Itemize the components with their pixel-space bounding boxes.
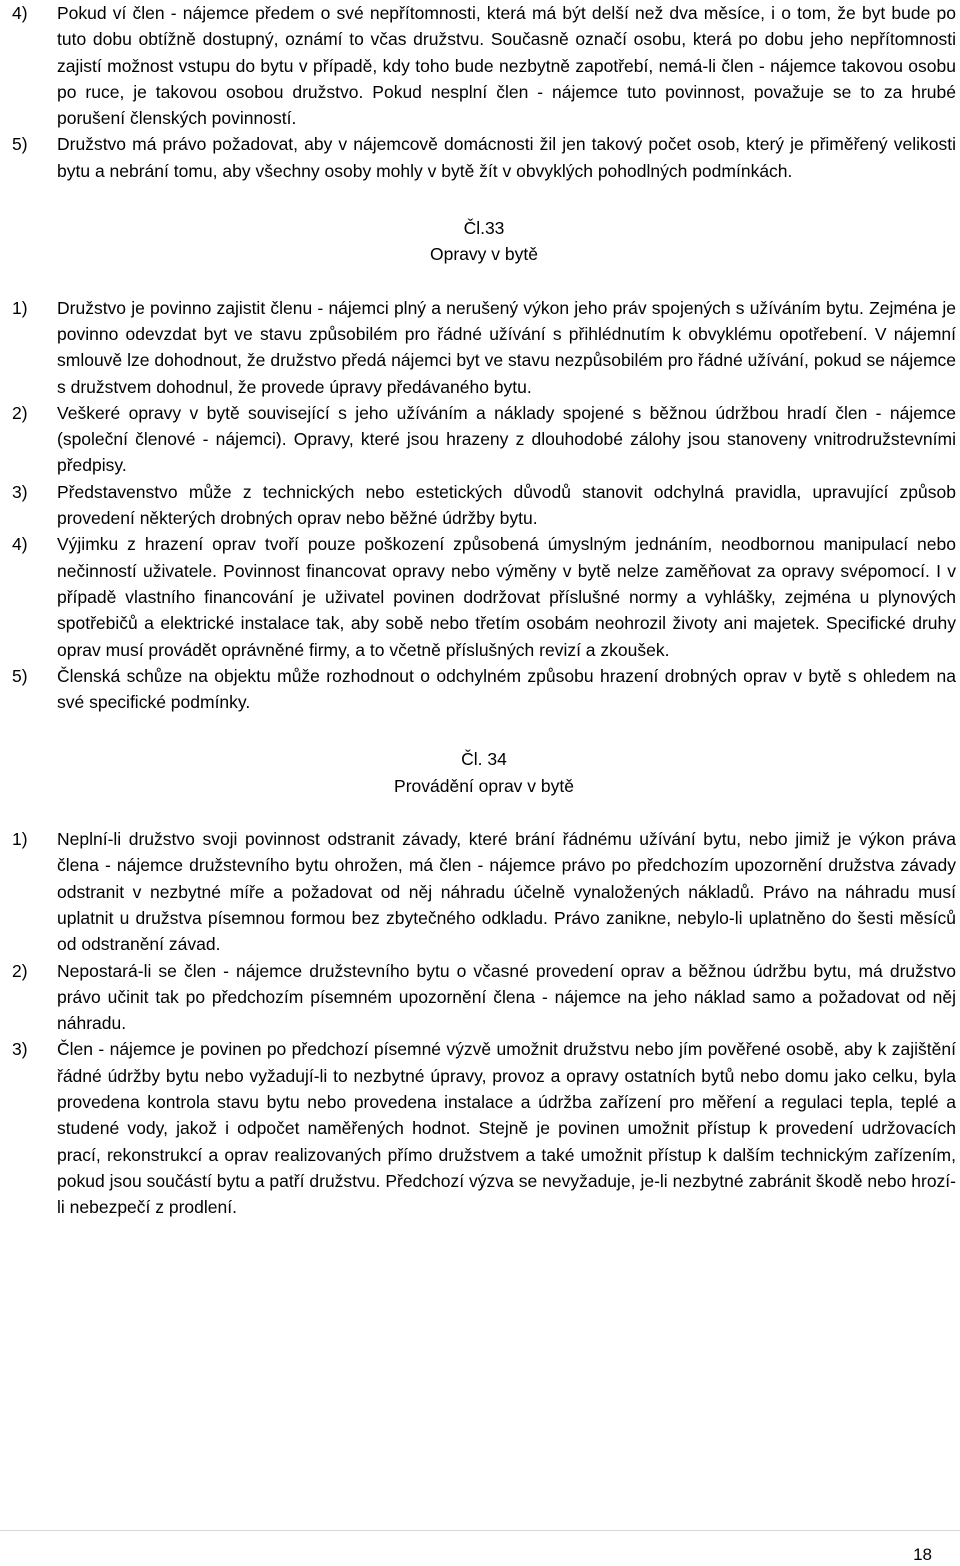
item-text: Představenstvo může z technických nebo estetických důvodů stanovit odchylná pravidla, upravující způsob provedení některých drobných oprav nebo běžné údržby bytu. [57, 481, 956, 529]
list-item [12, 1036, 956, 1220]
item-number: 1) [12, 829, 28, 850]
list-item [12, 131, 956, 184]
item-number: 3) [12, 1039, 28, 1060]
item-number: 2) [12, 960, 28, 981]
item-text: Družstvo má právo požadovat, aby v nájemcově domácnosti žil jen takový počet osob, který je přiměřený velikosti bytu a nebrání tomu, aby všechny osoby mohly v bytě žít v obvyklých pohodlných podmínkách. [57, 134, 956, 181]
item-text: Člen - nájemce je povinen po předchozí písemné výzvě umožnit družstvu nebo jím pověřené osobě, aby k zajištění řádné údržby bytu nebo vyžadují-li to nezbytné úpravy, provoz a opravy ostatních bytů nebo domu jako celku, byla provedena kontrola stavu bytu nebo provedena instalace a údržba zařízení pro měření a regulaci tepla, teplé a studené vody, jakož i odpočet naměřených hodnot. Stejně je povinen umožnit přístup k provedení udržovacích prací, rekonstrukcí a oprav realizovaných přímo družstvem a také umožnit přístup k dalším technickým zařízením, pokud jsou součástí bytu a patří družstvu. Předchozí výzva se nevyžaduje, je-li nezbytné zabránit škodě nebo hrozí-li nebezpečí z prodlení. [57, 1039, 956, 1218]
item-text: Nepostará-li se člen - nájemce družstevního bytu o včasné provedení oprav a běžnou údržbu bytu, má družstvo právo učinit tak po předchozím písemném upozornění člena - nájemce na jeho náklad samo a požadovat od něj náhradu. [57, 960, 956, 1034]
article-number: Čl. 34 [461, 749, 507, 770]
list-item [12, 826, 956, 957]
page-number: 18 [913, 1545, 932, 1564]
item-text: Členská schůze na objektu může rozhodnout o odchylném způsobu hrazení drobných oprav v bytě s ohledem na své specifické podmínky. [57, 665, 956, 713]
item-number: 4) [12, 3, 28, 23]
item-number: 1) [12, 297, 28, 318]
list-item [12, 663, 956, 716]
article-heading-34 [12, 746, 956, 799]
list-item [12, 295, 956, 400]
list-item [12, 0, 956, 131]
item-number: 5) [12, 665, 28, 686]
item-text: Veškeré opravy v bytě související s jeho užíváním a náklady spojené s běžnou údržbou hradí člen - nájemce (společní členové - nájemci). Opravy, které jsou hrazeny z dlouhodobé zálohy jsou stanoveny vnitrodružstevními předpisy. [57, 402, 956, 476]
item-text: Výjimku z hrazení oprav tvoří pouze poškození způsobená úmyslným jednáním, neodbornou manipulací nebo nečinností uživatele. Povinnost financovat opravy nebo výměny v bytě nelze zaměňovat za opravy svépomocí. I v případě vlastního financování je uživatel povinen dodržovat příslušné normy a vyhlášky, zejména u plynových spotřebičů a elektrické instalace tak, aby sobě nebo třetím osobám neohrozil životy ani majetek. Specifické druhy oprav musí provádět oprávněné firmy, a to včetně příslušných revizí a zkoušek. [57, 534, 956, 660]
item-number: 5) [12, 134, 28, 155]
item-text: Neplní-li družstvo svoji povinnost odstranit závady, které brání řádnému užívání bytu, nebo jimiž je výkon práva člena - nájemce družstevního bytu ohrožen, má člen - nájemce právo po předchozím upozornění družstva závady odstranit v nezbytné míře a požadovat od něj náhradu účelně vynaložených nákladů. Právo na náhradu musí uplatnit u družstva písemnou formou bez zbytečného odkladu. Právo zanikne, nebylo-li uplatněno do šesti měsíců od odstranění závad. [57, 829, 956, 955]
list-item [12, 479, 956, 532]
list-item [12, 531, 956, 662]
article-34-list [12, 826, 956, 1220]
section-intro-list [12, 0, 956, 184]
item-text: Družstvo je povinno zajistit členu - nájemci plný a nerušený výkon jeho práv spojených s užíváním bytu. Zejména je povinno odevzdat byt ve stavu způsobilém pro řádné užívání s přihlédnutím k obvyklému opotřebení. V nájemní smlouvě lze dohodnout, že družstvo předá nájemci byt ve stavu nezpůsobilém pro řádné užívání, pokud se nájemce s družstvem dohodnul, že provede úpravy předávaného bytu. [57, 297, 956, 397]
item-number: 3) [12, 481, 28, 502]
list-item [12, 958, 956, 1037]
article-title: Opravy v bytě [430, 244, 538, 265]
footer-divider [0, 1530, 960, 1531]
article-number: Čl.33 [463, 218, 505, 239]
article-33-list [12, 295, 956, 716]
article-heading-33 [12, 215, 956, 268]
document-page [12, 0, 956, 1220]
item-text: Pokud ví člen - nájemce předem o své nepřítomnosti, která má být delší než dva měsíce, i o tom, že byt bude po tuto dobu obtížně dostupný, oznámí to včas družstvu. Současně označí osobu, která po dobu jeho nepřítomnosti zajistí možnost vstupu do bytu v případě, kdy toho bude nezbytně zapotřebí, nemá-li člen - nájemce takovou osobu po ruce, je takovou osobou družstvo. Pokud nesplní člen - nájemce tuto povinnost, považuje se to za hrubé porušení členských povinností. [57, 3, 956, 129]
item-number: 4) [12, 534, 28, 555]
article-title: Provádění oprav v bytě [394, 775, 574, 796]
list-item [12, 400, 956, 479]
item-number: 2) [12, 402, 28, 423]
